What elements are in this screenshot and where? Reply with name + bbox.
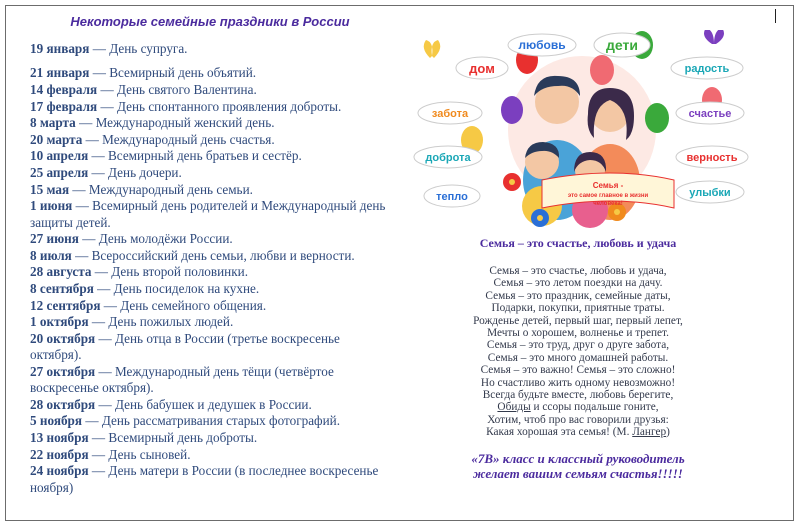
word-kindness: доброта (425, 152, 471, 164)
holiday-date: 28 октября (30, 396, 96, 412)
holiday-date: 8 сентября (30, 280, 94, 296)
poem-author: Лангер (632, 426, 667, 439)
holiday-separator: — (78, 231, 99, 247)
holiday-name: Всемирный день доброты. (108, 429, 258, 445)
poem-line: Семья – это счастье, любовь и удача, (489, 265, 667, 277)
banner-line-3: человека! (593, 201, 623, 207)
holiday-item (30, 82, 390, 98)
poem-line: Семья – это летом поездки на дачу. (493, 277, 663, 290)
holiday-name: Всемирный день родителей и Международный день защиты детей. (30, 198, 386, 230)
holiday-name: День бабушек и дедушек в России. (114, 396, 312, 412)
poem-line (428, 426, 728, 438)
holiday-item (30, 413, 390, 429)
family-illustration (412, 30, 750, 230)
text-cursor (775, 9, 776, 23)
holiday-date: 19 января (30, 41, 90, 56)
poem-line: Семья – это важно! Семья – это сложно! (480, 364, 676, 377)
holiday-name: День спонтанного проявления доброты. (116, 98, 342, 114)
holiday-item (30, 115, 390, 131)
word-loyalty: верность (686, 152, 738, 164)
holiday-separator: — (97, 82, 117, 97)
holiday-separator: — (82, 131, 103, 147)
holiday-name: День второй половинки. (111, 264, 249, 280)
holiday-item (30, 198, 390, 231)
poem-line: Всегда будьте вместе, любовь берегите, (482, 389, 674, 402)
holiday-separator: — (69, 181, 89, 197)
holiday-separator: — (95, 363, 115, 379)
wish-line-2: желает вашим семьям счастья!!!!! (473, 465, 683, 481)
holiday-date: 25 апреля (30, 164, 89, 180)
holiday-name: День семейного общения. (120, 297, 267, 313)
holiday-name: День отца в России (третье воскресенье октября). (30, 330, 340, 363)
holiday-separator: — (100, 297, 121, 313)
holiday-item (30, 447, 390, 463)
holiday-date: 13 ноября (30, 429, 89, 445)
poem-line-rest: и ссоры подальше гоните, (530, 401, 659, 414)
holiday-item (30, 463, 390, 496)
holiday-separator: — (91, 264, 112, 280)
holiday-item (30, 41, 390, 57)
poem-title: Семья – это счастье, любовь и удача (479, 236, 677, 250)
holidays-title: Некоторые семейные праздники в России (70, 14, 350, 29)
holidays-list (30, 41, 390, 496)
holiday-item (30, 132, 390, 148)
poem-line-end: ) (666, 426, 670, 439)
holiday-name: День супруга. (109, 41, 188, 56)
holiday-item (30, 65, 390, 81)
holiday-separator: — (82, 413, 102, 429)
holiday-name: День матери в России (в последнее воскресенье ноября) (30, 463, 379, 495)
holiday-name: Международный день счастья. (102, 131, 275, 147)
holiday-date: 22 ноября (30, 446, 89, 462)
holiday-separator: — (88, 463, 109, 479)
poem-line (428, 401, 728, 413)
holiday-name: День сыновей. (108, 446, 191, 462)
family-banner (542, 173, 674, 208)
holiday-item (30, 264, 390, 280)
holiday-separator: — (95, 330, 115, 346)
holiday-name: Международный день тёщи (четвёртое воскресенье октября). (30, 363, 334, 396)
holiday-name: День дочери. (108, 164, 182, 180)
holiday-name: Международный женский день. (95, 115, 275, 131)
poem-line: Но счастливо жить одному невозможно! (480, 376, 676, 389)
poem-line: Семья – это праздник, семейные даты, (485, 289, 671, 302)
poem-line: Рожденье детей, первый шаг, первый лепет, (473, 314, 683, 327)
holiday-separator: — (88, 164, 109, 180)
holiday-separator: — (93, 280, 114, 296)
holiday-name: День святого Валентина. (116, 82, 257, 97)
holiday-date: 21 января (30, 65, 90, 81)
holiday-separator: — (88, 148, 109, 164)
holiday-item (30, 281, 390, 297)
holiday-item (30, 99, 390, 115)
holiday-name: День посиделок на кухне. (113, 280, 260, 296)
word-happiness: счастье (688, 108, 732, 120)
word-home: дом (469, 61, 495, 76)
holiday-item (30, 148, 390, 164)
holiday-date: 20 октября (30, 330, 96, 346)
holiday-separator: — (89, 65, 110, 81)
holiday-date: 5 ноября (30, 413, 83, 429)
holiday-date: 15 мая (30, 181, 70, 197)
holiday-separator: — (75, 115, 96, 131)
poem-body (428, 265, 728, 439)
holiday-name: Международный день семьи. (88, 181, 253, 197)
holiday-name: День пожилых людей. (108, 314, 234, 330)
holiday-date: 10 апреля (30, 148, 89, 164)
poem-line: Семья – это труд, друг о друге забота, (486, 339, 670, 352)
banner-line-2: это самое главное в жизни (567, 193, 649, 199)
holiday-item (30, 182, 390, 198)
poem-line: Хотим, чтоб про вас говорили друзья: (487, 413, 669, 426)
holiday-item (30, 231, 390, 247)
poem-line: Мечты о хорошем, волненье и трепет. (487, 327, 669, 340)
holiday-separator: — (89, 41, 110, 56)
holiday-separator: — (88, 429, 109, 445)
holiday-separator: — (88, 446, 109, 462)
holiday-date: 27 июня (30, 231, 79, 247)
holiday-item (30, 165, 390, 181)
holiday-name: День рассматривания старых фотографий. (101, 413, 341, 429)
word-children: дети (606, 37, 638, 53)
holiday-name: Всемирный день братьев и сестёр. (108, 148, 302, 164)
holiday-item (30, 298, 390, 314)
poem-underlined-word: Обиды (497, 401, 531, 414)
holidays-column (30, 14, 390, 496)
banner-line-1: Семья - (592, 181, 624, 190)
poem-column (428, 236, 728, 481)
class-wish (428, 451, 728, 481)
holiday-separator: — (72, 198, 93, 214)
holiday-date: 17 февраля (30, 98, 98, 114)
holiday-item (30, 430, 390, 446)
holiday-item (30, 314, 390, 330)
holiday-date: 1 июня (30, 198, 73, 214)
word-smiles: улыбки (689, 187, 731, 199)
word-love: любовь (518, 38, 566, 52)
holiday-item (30, 397, 390, 413)
holiday-separator: — (97, 98, 117, 114)
word-joy: радость (684, 63, 730, 75)
holiday-date: 8 июля (30, 247, 72, 263)
holiday-item (30, 331, 390, 364)
holiday-separator: — (95, 396, 115, 412)
word-care: забота (431, 108, 469, 120)
holiday-date: 20 марта (30, 131, 83, 147)
holiday-separator: — (88, 314, 109, 330)
holiday-date: 1 октября (30, 314, 89, 330)
holiday-item (30, 364, 390, 397)
poem-line: Семья – это много домашней работы. (487, 351, 669, 364)
poem-line-start: Какая хорошая эта семья! (М. (486, 426, 633, 439)
holiday-separator: — (71, 247, 92, 263)
holiday-date: 24 ноября (30, 463, 89, 479)
word-warmth: тепло (436, 191, 468, 203)
holiday-date: 8 марта (30, 115, 76, 131)
holiday-date: 27 октября (30, 363, 96, 379)
holiday-date: 14 февраля (30, 82, 98, 97)
holiday-item (30, 248, 390, 264)
poem-line: Подарки, покупки, приятные траты. (491, 302, 665, 315)
wish-line-1: «7В» класс и классный руководитель (471, 450, 685, 466)
holiday-name: Всемирный день объятий. (109, 65, 257, 81)
holiday-name: Всероссийский день семьи, любви и верности. (91, 247, 355, 263)
holiday-date: 28 августа (30, 264, 92, 280)
holiday-name: День молодёжи России. (98, 231, 233, 247)
holiday-date: 12 сентября (30, 297, 101, 313)
